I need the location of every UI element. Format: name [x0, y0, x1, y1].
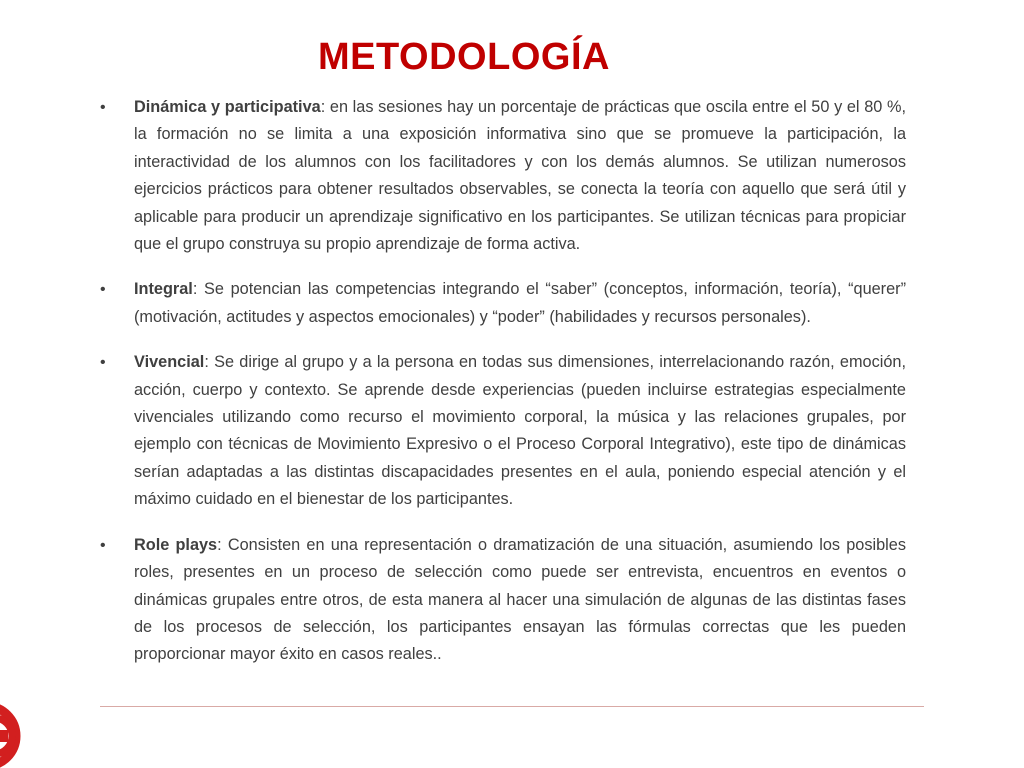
bullet-icon: •	[100, 281, 106, 299]
list-item-text	[134, 276, 906, 331]
brand-logo-icon	[0, 700, 50, 768]
list-item-description: : en las sesiones hay un porcentaje de prácticas que oscila entre el 50 y el 80 %, la formación no se limita a una exposición informativa sino que se promueve la participación, la interactividad de los alumnos con los facilitadores y con los demás alumnos. Se utilizan numerosos ejercicios prácticos para obtener resultados observables, se conecta la teoría con aquello que será útil y aplicable para producir un aprendizaje significativo en los participantes. Se utilizan técnicas para propiciar que el grupo construya su propio aprendizaje de forma activa.	[134, 98, 906, 254]
footer-divider	[100, 706, 924, 707]
list-item-term: Role plays	[134, 535, 218, 554]
list-item-role-plays	[100, 532, 906, 669]
list-item-text	[134, 94, 906, 258]
list-item-integral	[100, 276, 906, 331]
list-item-dinamica	[100, 94, 906, 258]
list-item-text	[134, 349, 906, 513]
bullet-icon: •	[100, 354, 106, 372]
slide-title: METODOLOGÍA	[318, 36, 610, 78]
list-item-description: : Se potencian las competencias integrando el “saber” (conceptos, información, teoría), “querer” (motivación, actitudes y aspectos emocionales) y “poder” (habilidades y recursos personales).	[134, 280, 906, 326]
methodology-list	[100, 94, 906, 687]
list-item-text	[134, 532, 906, 669]
list-item-term: Integral	[134, 280, 193, 299]
bullet-icon: •	[100, 536, 106, 554]
list-item-term: Dinámica y participativa	[134, 98, 321, 116]
list-item-description: : Consisten en una representación o dramatización de una situación, asumiendo los posibles roles, presentes en un proceso de selección como puede ser entrevista, encuentros en eventos o dinámicas grupales entre otros, de esta manera al hacer una simulación de algunas de las distintas fases de los procesos de selección, los participantes ensayan las fórmulas correctas que les pueden proporcionar mayor éxito en casos reales..	[134, 535, 906, 664]
list-item-vivencial	[100, 349, 906, 513]
list-item-term: Vivencial	[134, 353, 205, 372]
list-item-description: : Se dirige al grupo y a la persona en todas sus dimensiones, interrelacionando razón, emoción, acción, cuerpo y contexto. Se aprende desde experiencias (pueden incluirse estrategias especialmente vivenciales utilizando como recurso el movimiento corporal, la música y las relaciones grupales, por ejemplo con técnicas de Movimiento Expresivo o el Proceso Corporal Integrativo), este tipo de dinámicas serían adaptadas a las distintas discapacidades presentes en el aula, poniendo especial atención y el máximo cuidado en el bienestar de los participantes.	[134, 353, 906, 509]
bullet-icon: •	[100, 99, 106, 116]
